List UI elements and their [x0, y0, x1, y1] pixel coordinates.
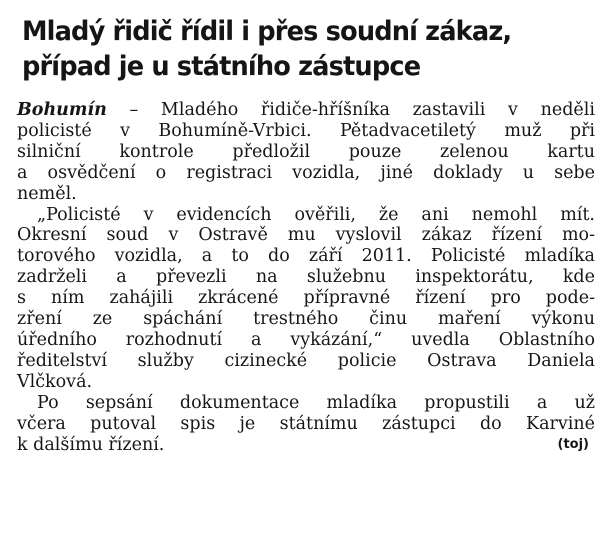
article-line: silniční kontrole předložil pouze zelenou kartu	[17, 141, 595, 162]
headline-line-2: případ je u státního zástupce	[22, 51, 421, 82]
article-line-text: k dalšímu řízení.	[17, 434, 165, 455]
article-line: zření ze spáchání trestného činu maření výkonu	[17, 309, 595, 330]
article-line: policisté v Bohumíně-Vrbici. Pětadvacetiletý muž při	[17, 120, 595, 141]
article-last-line	[17, 435, 595, 456]
dateline: Bohumín	[17, 100, 107, 120]
article-body	[17, 100, 595, 455]
article-line: Vlčková.	[17, 371, 93, 392]
article-line: torového vozidla, a to do září 2011. Policisté mladíka	[17, 246, 595, 267]
article-line: s ním zahájili zkrácené přípravné řízení pro pode-	[17, 288, 595, 309]
headline	[22, 14, 565, 84]
article-line: a osvědčení o registraci vozidla, jiné doklady u sebe	[17, 162, 595, 183]
author-byline: (toj)	[557, 436, 589, 452]
article-line: ředitelství služby cizinecké policie Ostrava Daniela	[17, 350, 595, 371]
article-line: úředního rozhodnutí a vykázání,“ uvedla Oblastního	[17, 329, 595, 350]
headline-line-1: Mladý řidič řídil i přes soudní zákaz,	[22, 16, 512, 47]
article-line: Po sepsání dokumentace mladíka propustili a už	[37, 392, 595, 413]
article-line: „Policisté v evidencích ověřili, že ani nemohl mít.	[37, 204, 595, 225]
article-line-text: – Mladého řidiče-hříšníka zastavili v neděli	[129, 100, 595, 120]
article-line: neměl.	[17, 183, 77, 204]
article-line: včera putoval spis je státnímu zástupci do Karviné	[17, 413, 595, 434]
article-line	[17, 100, 595, 121]
article-line: Okresní soud v Ostravě mu vyslovil zákaz řízení mo-	[17, 225, 595, 246]
article-line: zadrželi a převezli na služebnu inspektorátu, kde	[17, 267, 595, 288]
